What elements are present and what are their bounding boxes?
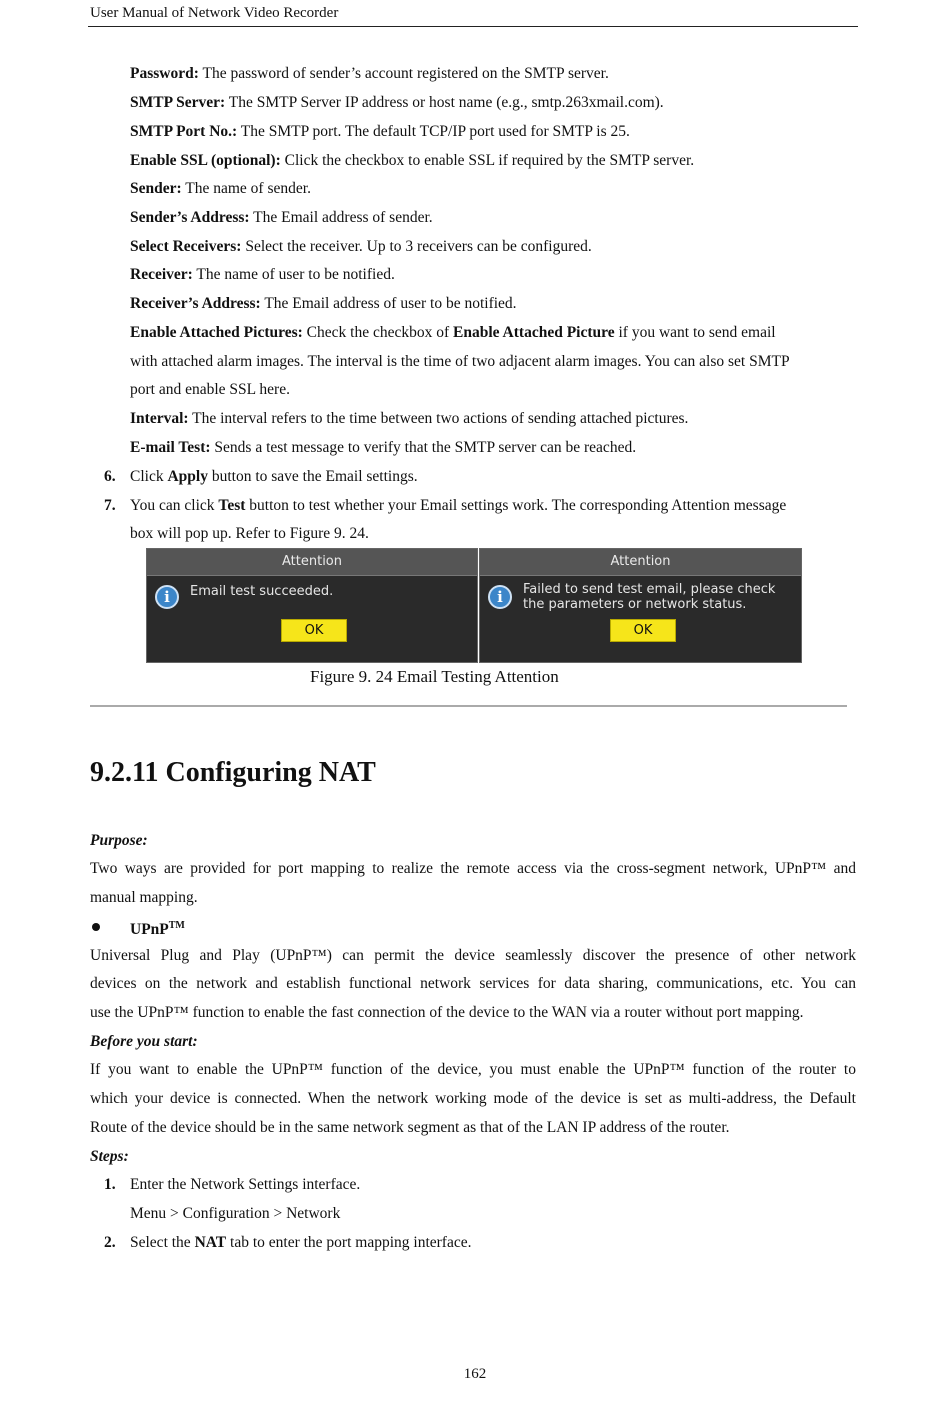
field-desc: The name of sender. (181, 180, 311, 197)
step-6: Click Apply button to save the Email settings. (130, 468, 418, 485)
dialog-title: Attention (147, 549, 477, 576)
before-paragraph: If you want to enable the UPnP™ function of the device, you must enable the UPnP™ function of the router to (90, 1061, 856, 1078)
step-number: 7. (104, 497, 116, 514)
field-desc: Click the checkbox to enable SSL if required by the SMTP server. (280, 152, 695, 169)
field-desc: The SMTP Server IP address or host name (e.g., smtp.263xmail.com). (225, 94, 664, 111)
attention-dialog-success (146, 548, 478, 663)
field-term: Interval: (130, 410, 189, 427)
field-smtp-port (130, 122, 630, 142)
dialog-title: Attention (480, 549, 801, 576)
page-number: 162 (463, 1366, 487, 1382)
step-7-line2: box will pop up. Refer to Figure 9. 24. (130, 525, 369, 542)
field-desc: The password of sender’s account registered on the SMTP server. (198, 65, 609, 82)
field-attached-pictures-line3: port and enable SSL here. (130, 381, 290, 398)
field-term: E-mail Test: (130, 439, 211, 456)
steps-label: Steps: (90, 1148, 129, 1165)
ok-button[interactable]: OK (281, 619, 347, 642)
field-interval (130, 409, 688, 429)
field-term: Sender: (130, 180, 182, 197)
field-attached-pictures: Enable Attached Pictures: Check the checkbox of Enable Attached Picture if you want to send email (130, 324, 776, 341)
field-term: SMTP Server: (130, 94, 226, 111)
attention-dialog-failure (479, 548, 802, 663)
step-1: Enter the Network Settings interface. (130, 1176, 361, 1193)
section-heading: 9.2.11 Configuring NAT (90, 757, 376, 788)
field-desc: The name of user to be notified. (192, 266, 395, 283)
step-number: 1. (104, 1176, 116, 1193)
before-paragraph-line3: Route of the device should be in the same network segment as that of the LAN IP address of the router. (90, 1119, 730, 1136)
step-number: 6. (104, 468, 116, 485)
field-password (130, 64, 609, 84)
upnp-bullet-title: UPnP™ (130, 920, 185, 939)
field-sender (130, 179, 311, 199)
dialog-message-line: Failed to send test email, please check (523, 582, 776, 597)
step-7: You can click Test button to test whether your Email settings work. The corresponding Attention message (130, 497, 787, 514)
field-term: Enable SSL (optional): (130, 152, 281, 169)
field-receiver-address (130, 294, 517, 314)
field-desc: Select the receiver. Up to 3 receivers can be configured. (241, 238, 592, 255)
upnp-paragraph: Universal Plug and Play (UPnP™) can permit the device seamlessly discover the presence of other network (90, 947, 856, 964)
before-label: Before you start: (90, 1033, 198, 1050)
field-attached-pictures-line2: with attached alarm images. The interval is the time of two adjacent alarm images. You can also set SMTP (130, 353, 790, 370)
menu-path: Menu > Configuration > Network (130, 1205, 341, 1222)
header-rule (88, 26, 858, 27)
field-term: Select Receivers: (130, 238, 242, 255)
upnp-paragraph-line3: use the UPnP™ function to enable the fast connection of the device to the WAN via a router without port mapping. (90, 1004, 804, 1021)
field-term: Enable Attached Pictures: (130, 324, 303, 341)
section-divider (90, 705, 847, 707)
field-desc: The Email address of sender. (249, 209, 433, 226)
field-select-receivers (130, 237, 592, 257)
field-desc: The SMTP port. The default TCP/IP port used for SMTP is 25. (237, 123, 630, 140)
purpose-text: Two ways are provided for port mapping to realize the remote access via the cross-segment network, UPnP™ and (90, 860, 856, 877)
field-desc: The Email address of user to be notified. (260, 295, 517, 312)
figure-caption: Figure 9. 24 Email Testing Attention (310, 667, 559, 686)
upnp-paragraph-line2: devices on the network and establish functional network services for data sharing, communications, etc. You can (90, 975, 856, 992)
dialog-message (523, 582, 775, 612)
field-term: Receiver’s Address: (130, 295, 261, 312)
field-term: Sender’s Address: (130, 209, 250, 226)
field-email-test (130, 438, 636, 458)
before-paragraph-line2: which your device is connected. When the network working mode of the device is set as multi-address, the Default (90, 1090, 856, 1107)
field-desc: The interval refers to the time between two actions of sending attached pictures. (188, 410, 689, 427)
field-smtp-server (130, 93, 664, 113)
field-term: Password: (130, 65, 199, 82)
info-icon: i (488, 585, 512, 609)
bullet-icon (92, 923, 100, 931)
step-number: 2. (104, 1234, 116, 1251)
purpose-text-line2: manual mapping. (90, 889, 198, 906)
field-desc: Sends a test message to verify that the SMTP server can be reached. (210, 439, 637, 456)
info-icon: i (155, 585, 179, 609)
field-term: Receiver: (130, 266, 193, 283)
running-header: User Manual of Network Video Recorder (90, 5, 339, 21)
field-term: SMTP Port No.: (130, 123, 238, 140)
field-sender-address (130, 208, 433, 228)
dialog-message-line: the parameters or network status. (523, 597, 747, 612)
field-receiver (130, 265, 395, 285)
dialog-message: Email test succeeded. (190, 584, 334, 599)
field-enable-ssl (130, 151, 694, 171)
purpose-label: Purpose: (90, 832, 148, 849)
step-2: Select the NAT tab to enter the port mapping interface. (130, 1234, 472, 1251)
ok-button[interactable]: OK (610, 619, 676, 642)
